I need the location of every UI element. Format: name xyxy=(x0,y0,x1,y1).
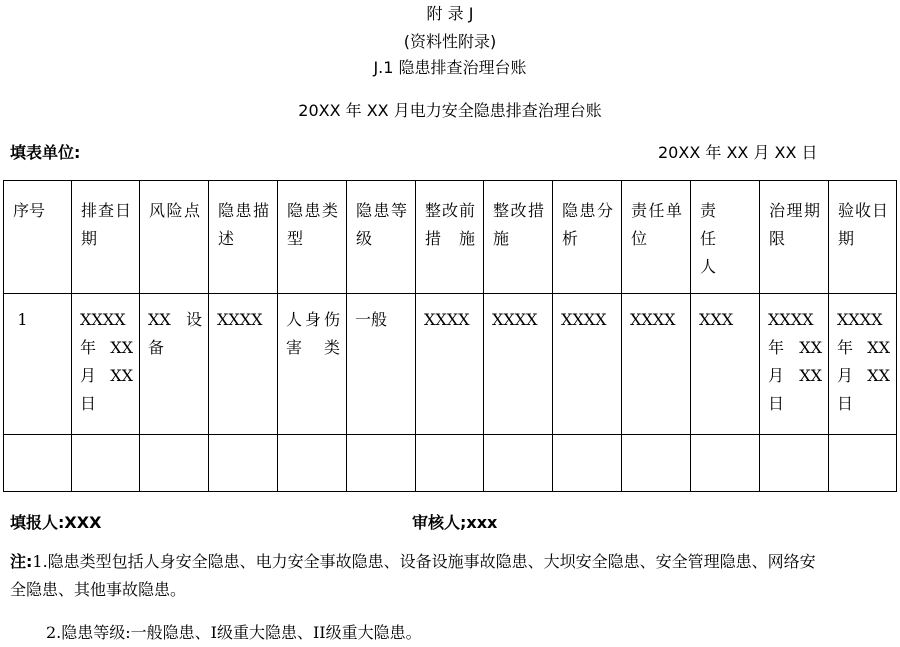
reporter-field: 填报人:XXX xyxy=(10,513,102,532)
table-cell xyxy=(829,435,897,492)
table-cell xyxy=(416,435,484,492)
header-cell: 隐患分析 xyxy=(562,201,613,248)
header-cell: 验收日期 xyxy=(838,201,888,248)
table-cell: 1 xyxy=(17,310,28,329)
header-cell: 隐患描述 xyxy=(218,201,269,248)
header-cell: 整改前措施 xyxy=(425,201,475,248)
table-cell: XXXX xyxy=(630,310,676,329)
table-cell xyxy=(347,435,416,492)
table-cell: 人身伤害类 xyxy=(286,310,340,357)
appendix-nature: (资料性附录) xyxy=(403,32,497,51)
header-cell: 责任人 xyxy=(700,201,731,276)
note-1 xyxy=(10,548,822,604)
reviewer-field: 审核人;xxx xyxy=(412,513,498,532)
table-cell: XXXX xyxy=(492,310,538,329)
table-cell: XX设备 xyxy=(148,310,202,357)
table-row xyxy=(4,294,897,435)
table-cell xyxy=(553,435,622,492)
table-cell: XXXX年XX月XX日 xyxy=(80,310,133,413)
table-cell xyxy=(622,435,691,492)
table-cell: XXXX年XX月XX日 xyxy=(768,310,822,413)
table-cell: XXXX xyxy=(424,310,470,329)
appendix-heading: 附 录 J xyxy=(426,4,474,23)
header-cell: 整改措施 xyxy=(493,201,544,248)
header-cell: 治理期限 xyxy=(769,201,820,248)
table-cell: XXX xyxy=(699,310,734,329)
table-cell: XXXX年XX月XX日 xyxy=(837,310,890,413)
section-heading: J.1 隐患排查治理台账 xyxy=(373,58,527,77)
document-title: 20XX 年 XX 月电力安全隐患排查治理台账 xyxy=(298,101,602,120)
table-cell xyxy=(72,435,140,492)
note-2: 2.隐患等级:一般隐患、I级重大隐患、II级重大隐患。 xyxy=(46,623,422,642)
header-cell: 责任单位 xyxy=(631,201,682,248)
table-cell xyxy=(4,435,72,492)
header-cell: 风险点 xyxy=(149,201,200,220)
header-cell: 隐患等级 xyxy=(356,201,407,248)
header-cell: 隐患类型 xyxy=(287,201,338,248)
hazard-ledger-table xyxy=(3,180,897,492)
table-cell xyxy=(209,435,278,492)
table-cell xyxy=(278,435,347,492)
fill-unit-label: 填表单位: xyxy=(10,143,81,162)
table-row xyxy=(4,435,897,492)
header-cell: 序号 xyxy=(13,201,46,220)
note-1-text: 1.隐患类型包括人身安全隐患、电力安全事故隐患、设备设施事故隐患、大坝安全隐患、安全管理隐患、网络安全隐患、其他事故隐患。 xyxy=(10,552,816,599)
table-header-row xyxy=(4,181,897,294)
note-label: 注: xyxy=(10,552,33,571)
table-cell xyxy=(691,435,760,492)
table-cell xyxy=(484,435,553,492)
table-cell: XXXX xyxy=(561,310,607,329)
fill-date: 20XX 年 XX 月 XX 日 xyxy=(658,143,818,162)
table-cell: XXXX xyxy=(217,310,263,329)
table-cell: 一般 xyxy=(355,310,388,329)
header-cell: 排查日期 xyxy=(81,201,131,248)
table-cell xyxy=(140,435,209,492)
table-cell xyxy=(760,435,829,492)
